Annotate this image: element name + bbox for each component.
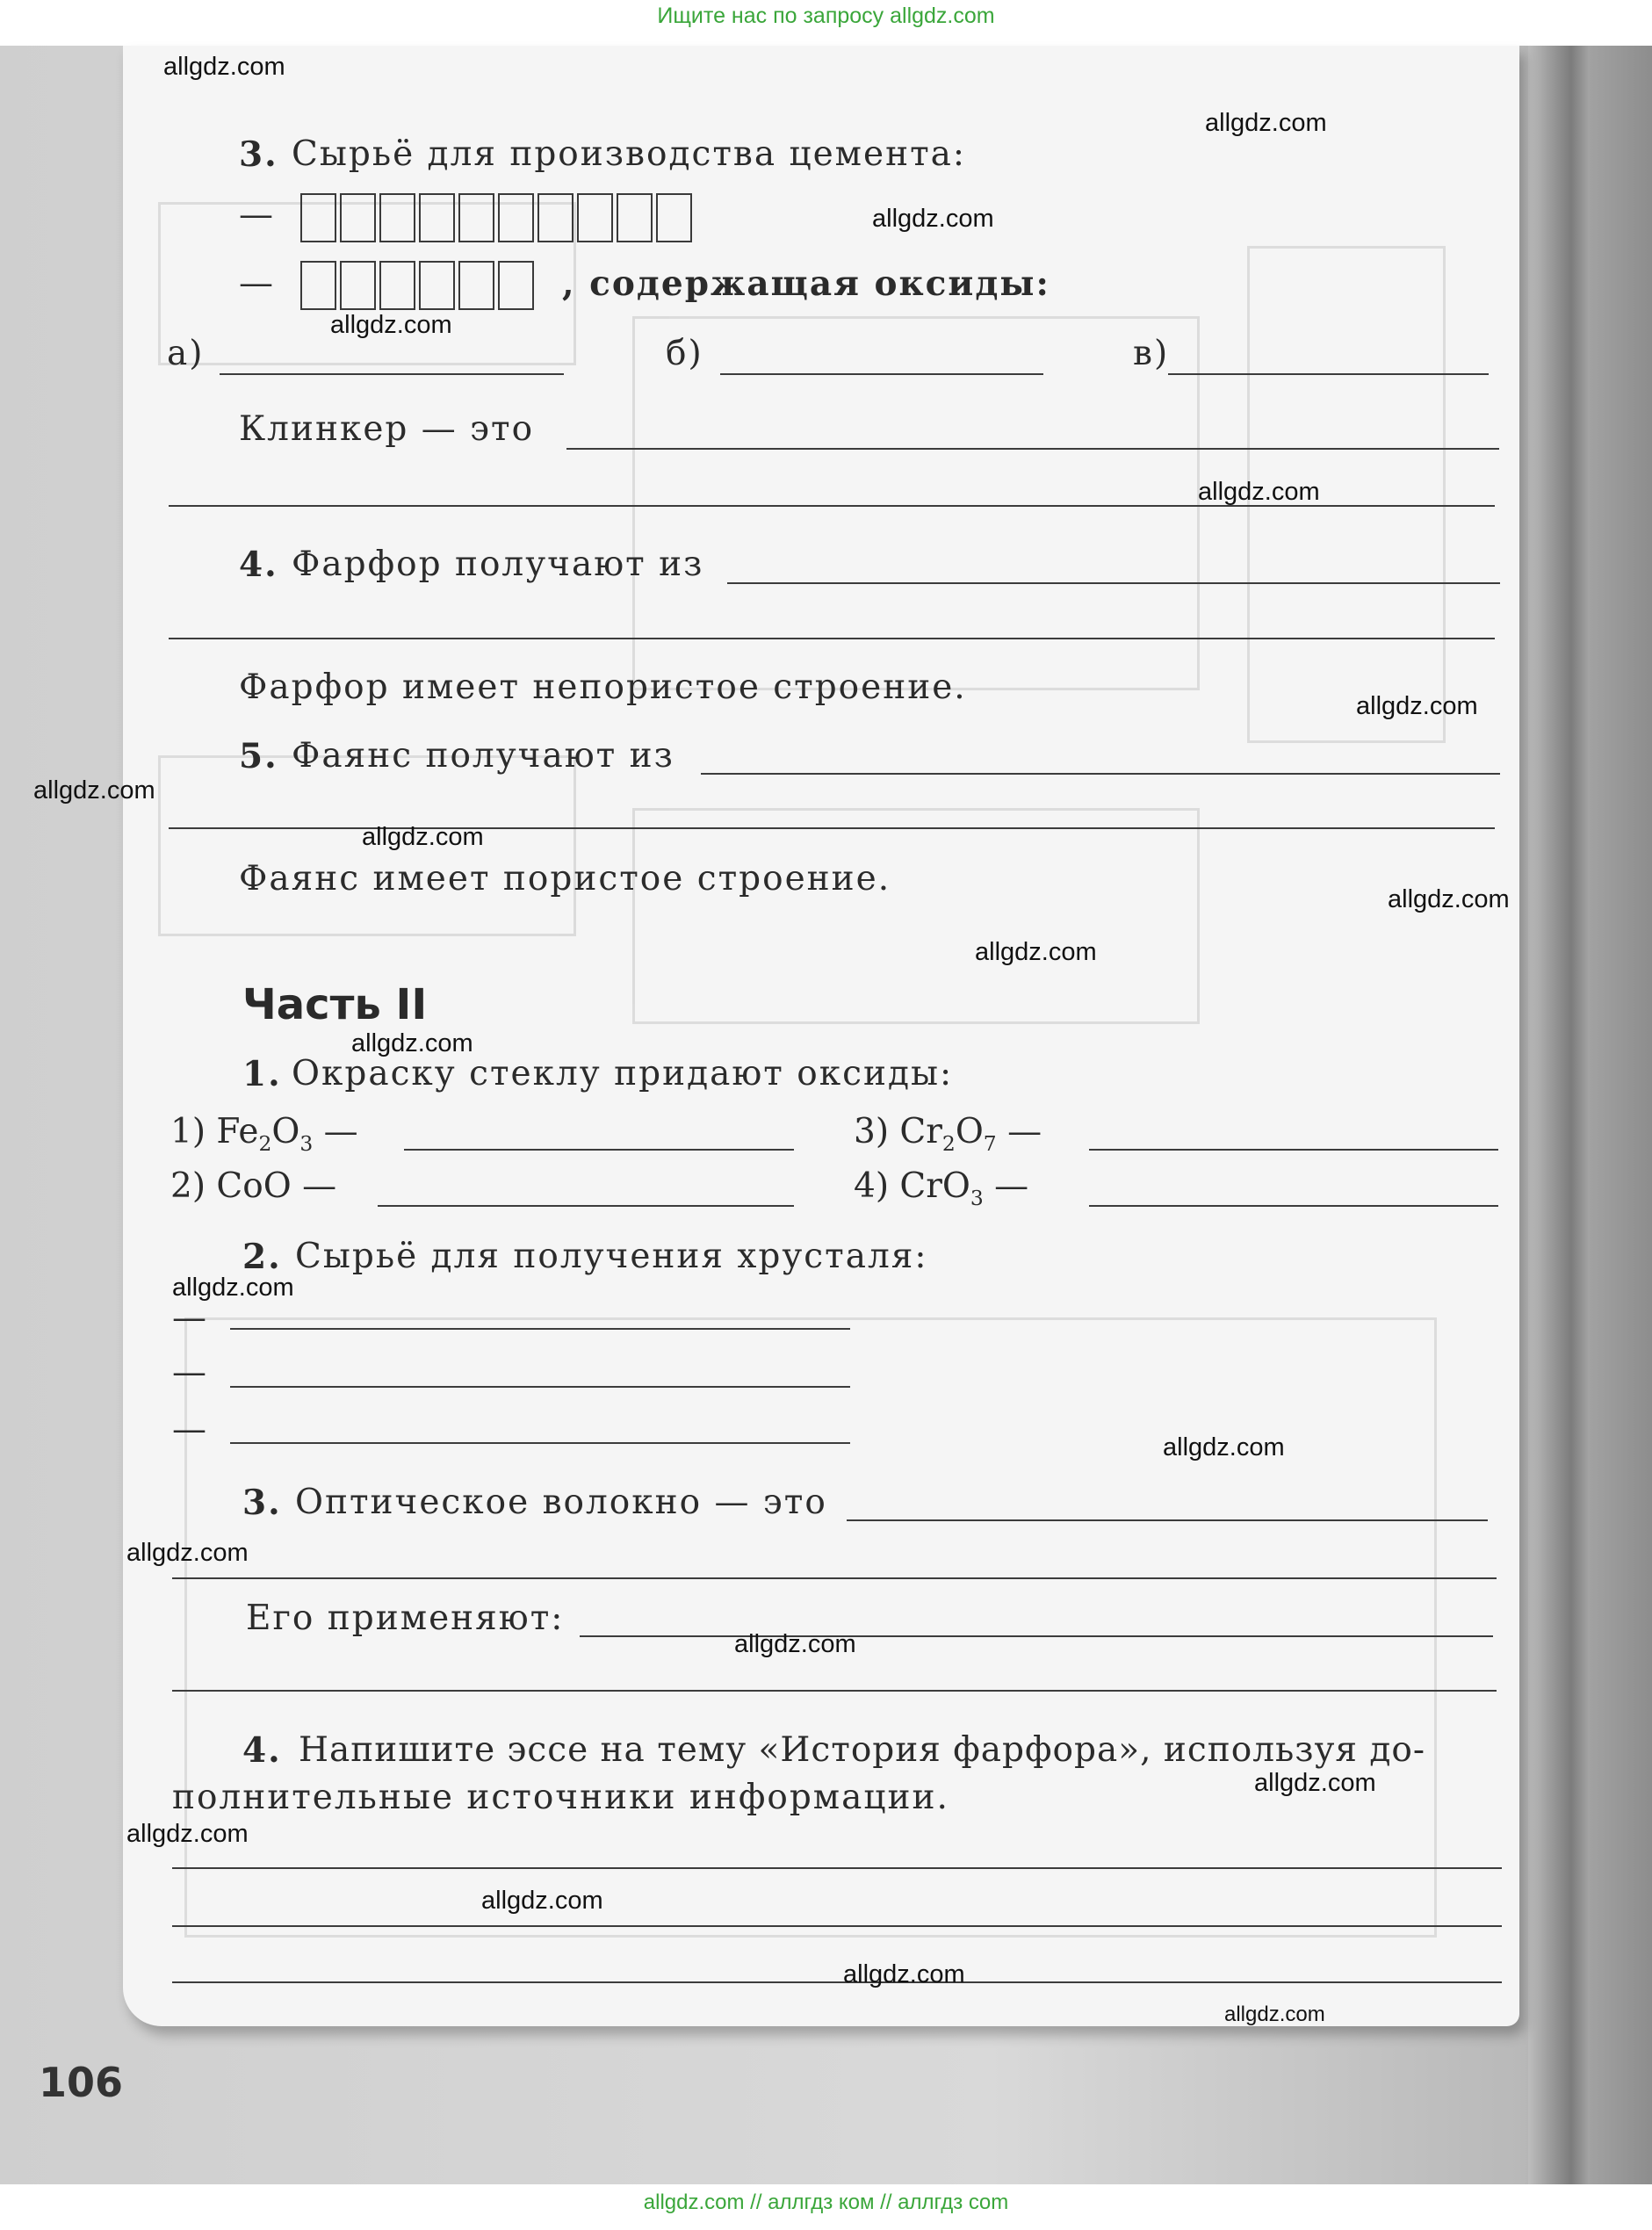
q4-number: 4. bbox=[239, 545, 278, 585]
answer-line-b[interactable] bbox=[720, 373, 1043, 375]
answer-line-coo[interactable] bbox=[378, 1205, 794, 1207]
applied-text: Его применяют: bbox=[246, 1599, 565, 1638]
answer-line-cro3[interactable] bbox=[1089, 1205, 1498, 1207]
watermark: allgdz.com bbox=[351, 1029, 473, 1057]
watermark: allgdz.com bbox=[33, 776, 155, 805]
oxide-coo: 2) CoO — bbox=[170, 1166, 337, 1206]
label-v: в) bbox=[1133, 334, 1170, 373]
crystal-line-2[interactable] bbox=[230, 1386, 850, 1388]
watermark: allgdz.com bbox=[975, 938, 1097, 966]
watermark: allgdz.com bbox=[126, 1539, 249, 1567]
watermark: allgdz.com bbox=[843, 1960, 965, 1988]
oxide-cr2o7: 3) $Cr_2O_7$ — bbox=[854, 1112, 1042, 1156]
p2-q1-number: 1. bbox=[242, 1054, 282, 1094]
q4-text: Фарфор получают из bbox=[292, 545, 704, 584]
watermark: allgdz.com bbox=[481, 1887, 603, 1915]
oxide-fe2o3: 1) $Fe_2O_3$ — bbox=[170, 1112, 358, 1156]
fiber-answer-line[interactable] bbox=[847, 1519, 1488, 1521]
essay-line-1[interactable] bbox=[172, 1867, 1502, 1869]
watermark: allgdz.com bbox=[362, 823, 484, 851]
letter-cell[interactable] bbox=[419, 261, 455, 310]
letter-cell[interactable] bbox=[300, 193, 336, 242]
applied-answer-line-2[interactable] bbox=[172, 1690, 1497, 1692]
q5-number: 5. bbox=[239, 736, 278, 776]
clinker-text: Клинкер — это bbox=[239, 409, 535, 449]
porcelain-answer-line[interactable] bbox=[727, 582, 1500, 584]
letter-cell[interactable] bbox=[379, 261, 415, 310]
book-spine bbox=[1528, 46, 1590, 2184]
top-banner[interactable]: Ищите нас по запросу allgdz.com bbox=[657, 4, 995, 28]
oxide-cro3: 4) CrO$_3$ — bbox=[854, 1166, 1029, 1210]
watermark: allgdz.com bbox=[1254, 1769, 1376, 1797]
p2-q1-text: Окраску стеклу придают оксиды: bbox=[292, 1054, 954, 1093]
watermark: allgdz.com bbox=[330, 311, 452, 339]
oxides-suffix: , содержащая оксиды: bbox=[562, 263, 1050, 304]
p2-q2-number: 2. bbox=[242, 1237, 282, 1277]
essay-line-3[interactable] bbox=[172, 1981, 1502, 1983]
answer-boxes-6[interactable] bbox=[300, 261, 534, 310]
p2-q3-text: Оптическое волокно — это bbox=[295, 1483, 827, 1522]
answer-line-a[interactable] bbox=[220, 373, 564, 375]
bottom-banner[interactable]: allgdz.com // аллгдз ком // аллгдз com bbox=[643, 2190, 1009, 2214]
letter-cell[interactable] bbox=[498, 193, 534, 242]
label-b: б) bbox=[666, 334, 703, 373]
porcelain-note: Фарфор имеет непористое строение. bbox=[239, 668, 967, 707]
letter-cell[interactable] bbox=[458, 193, 494, 242]
letter-cell[interactable] bbox=[419, 193, 455, 242]
letter-cell[interactable] bbox=[300, 261, 336, 310]
part2-heading: Часть II bbox=[242, 980, 428, 1029]
p2-q4-number: 4. bbox=[242, 1730, 282, 1771]
letter-cell[interactable] bbox=[458, 261, 494, 310]
letter-cell[interactable] bbox=[577, 193, 613, 242]
letter-cell[interactable] bbox=[617, 193, 653, 242]
fiber-answer-line-2[interactable] bbox=[172, 1577, 1497, 1579]
label-a: а) bbox=[167, 334, 205, 373]
faience-answer-line[interactable] bbox=[701, 773, 1500, 775]
p2-q4-line2: полнительные источники информации. bbox=[172, 1778, 949, 1817]
p2-q2-text: Сырьё для получения хрусталя: bbox=[295, 1237, 928, 1276]
letter-cell[interactable] bbox=[340, 261, 376, 310]
porcelain-answer-line-2[interactable] bbox=[169, 638, 1495, 639]
q3-text: Сырьё для производства цемента: bbox=[292, 134, 967, 174]
answer-line-cr2o7[interactable] bbox=[1089, 1149, 1498, 1151]
clinker-answer-line[interactable] bbox=[566, 448, 1499, 450]
crystal-line-3[interactable] bbox=[230, 1442, 850, 1444]
letter-cell[interactable] bbox=[379, 193, 415, 242]
watermark: allgdz.com bbox=[126, 1820, 249, 1848]
dash-2: — bbox=[239, 263, 275, 303]
letter-cell[interactable] bbox=[340, 193, 376, 242]
page-number: 106 bbox=[39, 2059, 124, 2106]
dash-1: — bbox=[239, 195, 275, 235]
crystal-dash-2: — bbox=[172, 1353, 208, 1392]
watermark: allgdz.com bbox=[1198, 478, 1320, 506]
letter-cell[interactable] bbox=[656, 193, 692, 242]
watermark: allgdz.com bbox=[1163, 1433, 1285, 1461]
crystal-dash-1: — bbox=[172, 1298, 208, 1338]
answer-line-fe2o3[interactable] bbox=[404, 1149, 794, 1151]
essay-line-2[interactable] bbox=[172, 1925, 1502, 1927]
watermark: allgdz.com bbox=[172, 1274, 294, 1302]
answer-line-v[interactable] bbox=[1168, 373, 1489, 375]
watermark: allgdz.com bbox=[872, 205, 994, 233]
applied-answer-line[interactable] bbox=[580, 1635, 1493, 1637]
crystal-dash-3: — bbox=[172, 1410, 208, 1449]
watermark: allgdz.com bbox=[1205, 109, 1327, 137]
watermark: allgdz.com bbox=[734, 1630, 856, 1658]
letter-cell[interactable] bbox=[537, 193, 574, 242]
p2-q4-line1: Напишите эссе на тему «История фарфора», используя до- bbox=[299, 1730, 1426, 1770]
faience-note: Фаянс имеет пористое строение. bbox=[239, 859, 891, 898]
watermark: allgdz.com bbox=[163, 53, 285, 81]
crystal-line-1[interactable] bbox=[230, 1328, 850, 1330]
watermark: allgdz.com bbox=[1356, 692, 1478, 720]
p2-q3-number: 3. bbox=[242, 1483, 282, 1523]
answer-boxes-10[interactable] bbox=[300, 193, 692, 242]
watermark: allgdz.com bbox=[1224, 2003, 1325, 2026]
letter-cell[interactable] bbox=[498, 261, 534, 310]
q3-number: 3. bbox=[239, 134, 278, 175]
watermark: allgdz.com bbox=[1388, 885, 1510, 913]
q5-text: Фаянс получают из bbox=[292, 736, 675, 776]
